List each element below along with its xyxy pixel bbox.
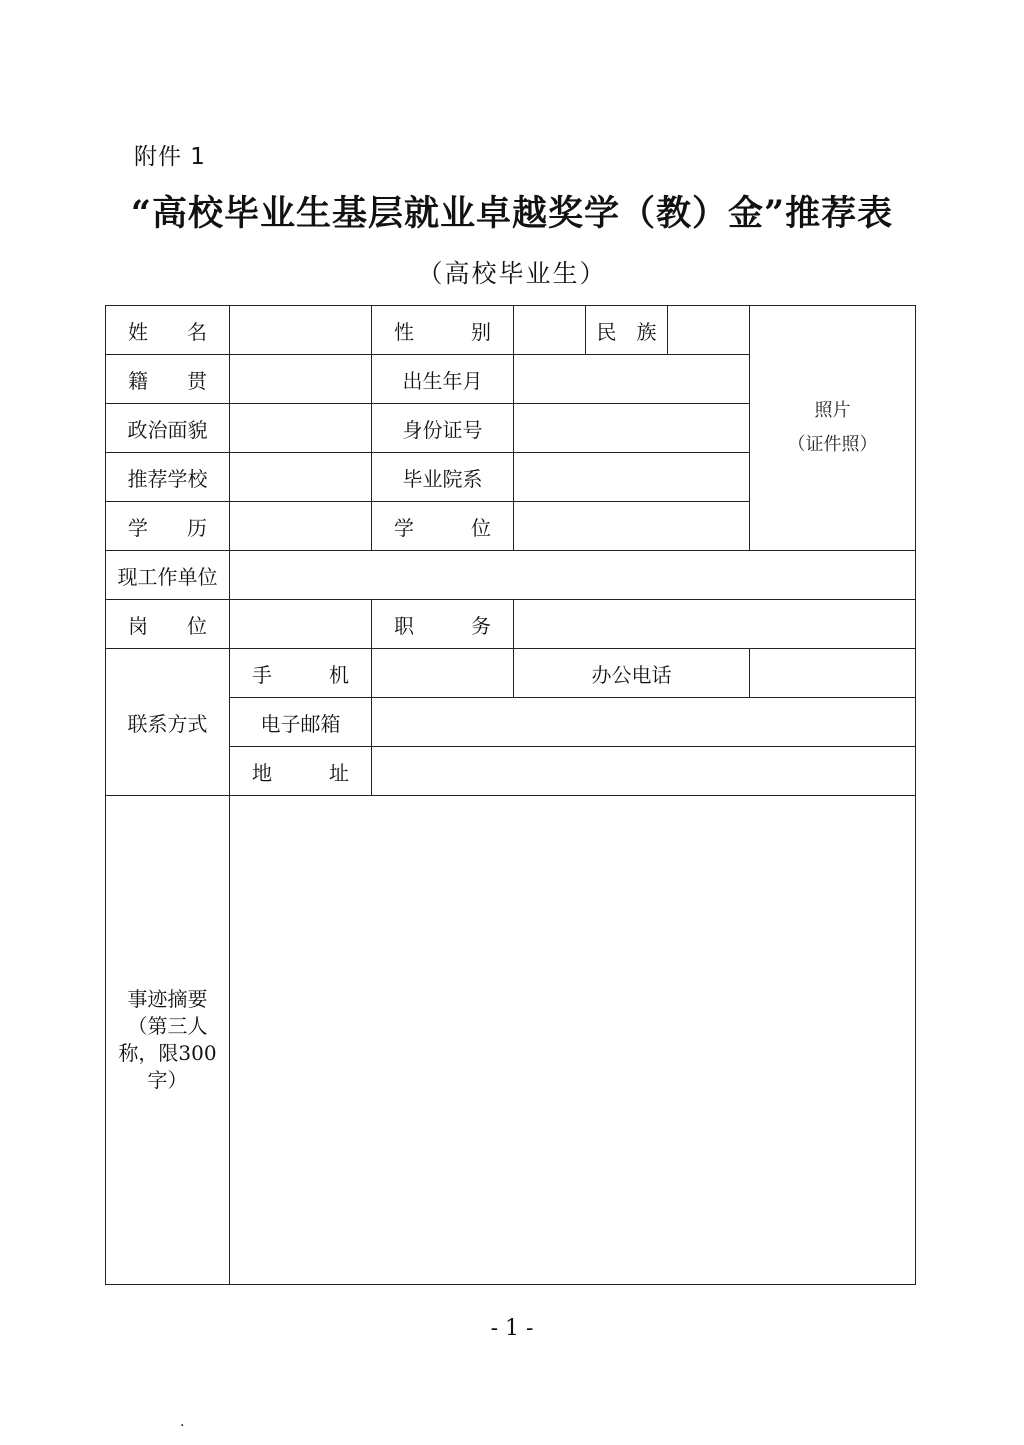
department-label: 毕业院系 <box>372 453 514 502</box>
post-label: 岗 位 <box>106 600 230 649</box>
scan-speck: · <box>180 1418 185 1434</box>
school-label: 推荐学校 <box>106 453 230 502</box>
form-row-post <box>106 600 916 649</box>
recommendation-form <box>105 305 916 1285</box>
education-label: 学 历 <box>106 502 230 551</box>
degree-label: 学 位 <box>372 502 514 551</box>
political-label: 政治面貌 <box>106 404 230 453</box>
duty-field[interactable] <box>514 600 916 649</box>
form-row-work-unit <box>106 551 916 600</box>
work-unit-label: 现工作单位 <box>106 551 230 600</box>
duty-label: 职 务 <box>372 600 514 649</box>
ethnicity-field[interactable] <box>668 306 750 355</box>
office-phone-label: 办公电话 <box>514 649 750 698</box>
id-label: 身份证号 <box>372 404 514 453</box>
email-label: 电子邮箱 <box>230 698 372 747</box>
summary-label-cell <box>106 796 230 1285</box>
gender-field[interactable] <box>514 306 586 355</box>
mobile-label: 手 机 <box>230 649 372 698</box>
page-number: - 1 - <box>490 1316 534 1341</box>
birth-field[interactable] <box>514 355 750 404</box>
gender-label: 性 别 <box>372 306 514 355</box>
attachment-label: 附件 1 <box>134 144 206 170</box>
post-field[interactable] <box>230 600 372 649</box>
degree-field[interactable] <box>514 502 750 551</box>
ethnicity-label: 民 族 <box>586 306 668 355</box>
office-phone-field[interactable] <box>750 649 916 698</box>
form-subtitle: （高校毕业生） <box>417 259 607 288</box>
address-label: 地 址 <box>230 747 372 796</box>
address-field[interactable] <box>372 747 916 796</box>
contact-label: 联系方式 <box>106 649 230 796</box>
photo-note: （证件照） <box>787 434 878 455</box>
political-field[interactable] <box>230 404 372 453</box>
department-field[interactable] <box>514 453 750 502</box>
form-row-mobile <box>106 649 916 698</box>
native-place-field[interactable] <box>230 355 372 404</box>
school-field[interactable] <box>230 453 372 502</box>
form-title: “高校毕业生基层就业卓越奖学（教）金”推荐表 <box>130 193 894 234</box>
summary-label: 事迹摘要（第三人称，限300字） <box>118 987 217 1092</box>
birth-label: 出生年月 <box>372 355 514 404</box>
summary-field[interactable] <box>230 796 916 1285</box>
name-field[interactable] <box>230 306 372 355</box>
work-unit-field[interactable] <box>230 551 916 600</box>
form-row-summary <box>106 796 916 1285</box>
photo-area[interactable] <box>750 306 916 551</box>
photo-label: 照片 <box>814 400 851 421</box>
id-field[interactable] <box>514 404 750 453</box>
form-row-name <box>106 306 916 355</box>
email-field[interactable] <box>372 698 916 747</box>
education-field[interactable] <box>230 502 372 551</box>
mobile-field[interactable] <box>372 649 514 698</box>
native-place-label: 籍 贯 <box>106 355 230 404</box>
name-label: 姓 名 <box>106 306 230 355</box>
